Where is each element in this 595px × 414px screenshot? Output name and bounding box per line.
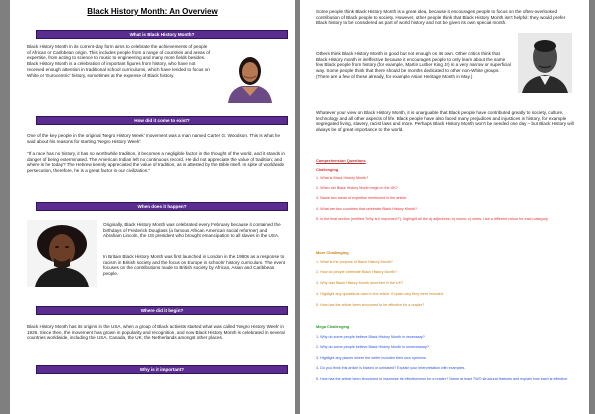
- section-heading-where: Where did it begin?: [36, 306, 288, 315]
- more-question-2: 2. How do people celebrate Black History Month?: [316, 270, 397, 274]
- paragraph-what: Black History Month in its current-day form aims to celebrate the achievements of people of African or Caribbean origin. This includes people from a range of countries and areas of expertise, from acting to science to music to engineering and many more fields besides. Black History Month is a celebration of important figures from history, who have not received enough attention in traditional school curriculums, which have tended to focus on White or 'Eurocentric' history, sometimes at the expense of Black history.: [27, 44, 211, 78]
- paragraph-why-2: Others think Black History Month is good but not enough on its own. Other critics think that Black History month is ineffective because it encourages people to only learn about the same few Black people from history (for example, Martin Luther King Jr) in a very narrow or superficial way. Some people think that there should be months dedicated to other non-White groups. (There are a few of these already, for example Asian Heritage Month in May.): [316, 51, 511, 79]
- man-portrait-photo: [27, 220, 97, 287]
- mega-challenging-heading: Mega Challenging: [316, 324, 350, 329]
- paragraph-when: Originally, Black History Month was celebrated every February because it contained the birthdays of Frederick Douglass (a famous African American social reformer) and Abraham Lincoln, the US president who brought emancipation to all slaves in the USA.: [103, 222, 281, 239]
- mega-question-5: 5. How has the article been structured to maximise its effectiveness for a reader? Name at least TWO structural features and explain how each is effective.: [316, 377, 569, 381]
- paragraph-why-3: Whatever your view on Black History Month, it is unarguable that Black people have contributed greatly to society, culture, technology and all other aspects of life. Black people have also faced many prejudices and injustices in history, for example segregated living, slavery, racist laws and more. Perhaps Black History Month won't be needed one day – but Black History will always be of great importance to the world.: [316, 110, 574, 133]
- more-question-4: 4. Highlight any quotations used in the article. Explain why they were included.: [316, 292, 444, 296]
- mega-question-3: 3. Highlight any places where the writer includes their own opinions.: [316, 356, 427, 360]
- challenging-question-1: 1. What is Black History Month?: [316, 176, 369, 180]
- paragraph-why-1: Some people think Black History Month is a great idea, because it encourages people to focus on the often-overlooked contribution of Black people to society. However, other people think that Black History Month isn't helpful: they would prefer Black history to be considered as part of world history and not be given its own special month.: [316, 9, 566, 26]
- worksheet-page-left: [10, 0, 295, 414]
- more-question-3: 3. Why was Black History Month launched in the UK?: [316, 281, 404, 285]
- comprehension-heading: Comprehension Questions: [316, 158, 366, 163]
- more-question-1: 1. What is the purpose of Black History Month?: [316, 260, 393, 264]
- more-question-5: 5. How has the article been structured to be effective for a reader?: [316, 303, 425, 307]
- mega-question-4: 4. Do you think this article is biased or unbiased? Explain your interpretation with examples.: [316, 366, 466, 370]
- worksheet-page-right: [300, 0, 589, 414]
- section-heading-how: How did it come to exist?: [36, 116, 288, 125]
- mega-question-2: 2. Why do some people believe Black History Month is unnecessary?: [316, 345, 429, 349]
- challenging-question-5: 5. In the final section (entitled "Why is it important?"), highlight all the a) adjectives; b) nouns; c) verbs. Use a different colour for each category.: [316, 217, 549, 221]
- challenging-question-3: 3. Name two areas of expertise mentioned in the article.: [316, 196, 408, 200]
- paragraph-where: Black History Month has its origins in the USA, when a group of Black activists started what was called 'Negro History Week' in 1926. Since then, the movement has grown in popularity and recognition, and now Black History Month is celebrated in several countries worldwide, including the USA, Canada, the UK, the Netherlands amongst other places.: [27, 324, 285, 341]
- section-heading-why: Why is it important?: [36, 365, 288, 374]
- more-challenging-heading: More Challenging: [316, 250, 349, 255]
- woman-portrait-photo: [218, 49, 282, 103]
- page-title: Black History Month: An Overview: [87, 7, 218, 16]
- challenging-question-2: 2. When did Black History Month begin in the UK?: [316, 186, 398, 190]
- paragraph-how: One of the key people in the original 'Negro History Week' movement was a man named Carter G. Woodson. This is what he said about his reasons for starting 'Negro History Week':: [27, 133, 281, 144]
- mega-question-1: 1. Why do some people believe Black History Month is necessary?: [316, 335, 425, 339]
- quote-woodson: "If a race has no history, it has no worthwhile tradition, it becomes a negligible factor in the thought of the world, and it stands in danger of being exterminated. The American Indian left no continuous record. He did not appreciate the value of tradition; and where is he today? The Hebrew keenly appreciated the value of tradition, as is attested by the Bible itself. In spite of worldwide persecution, therefore, he is a great factor in our civilization.": [27, 151, 285, 174]
- mlk-portrait-photo: [518, 33, 572, 93]
- section-heading-when: When does it happen?: [36, 202, 288, 211]
- paragraph-uk-launch: In Britain Black History Month was first launched in London in the 1980s as a response to racism in British society and the focus on Europe in schools' history curriculum. The event focuses on the contributions made to British society by African, Asian and Caribbean people.: [103, 254, 286, 277]
- challenging-heading: Challenging: [316, 167, 339, 172]
- challenging-question-4: 4. What are two countries that celebrate Black History Month?: [316, 207, 418, 211]
- section-heading-what: What is Black History Month?: [36, 30, 288, 39]
